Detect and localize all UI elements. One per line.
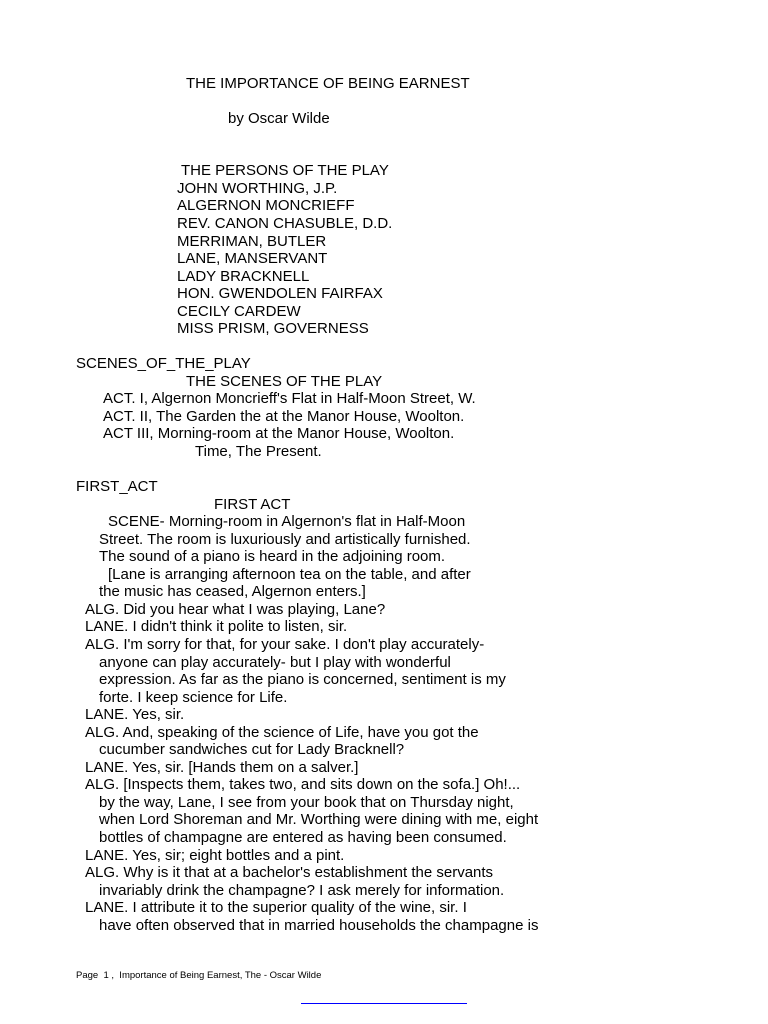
play-line: when Lord Shoreman and Mr. Worthing were dining with me, eight — [99, 811, 539, 828]
persons-item: MISS PRISM, GOVERNESS — [177, 320, 369, 337]
play-line: have often observed that in married households the champagne is — [99, 917, 539, 934]
persons-item: LADY BRACKNELL — [177, 268, 310, 285]
play-line: by the way, Lane, I see from your book that on Thursday night, — [99, 794, 514, 811]
scenes-heading: THE SCENES OF THE PLAY — [186, 373, 383, 390]
scene-act: ACT. II, The Garden the at the Manor House, Woolton. — [103, 408, 465, 425]
scene-act: ACT. I, Algernon Moncrieff's Flat in Half-Moon Street, W. — [103, 390, 476, 407]
play-line: the music has ceased, Algernon enters.] — [99, 583, 366, 600]
persons-item: JOHN WORTHING, J.P. — [177, 180, 338, 197]
play-line: ALG. Did you hear what I was playing, Lane? — [85, 601, 386, 618]
persons-item: ALGERNON MONCRIEFF — [177, 197, 355, 214]
page-footer: Page 1 , Importance of Being Earnest, The - Oscar Wilde — [76, 970, 322, 981]
play-line: LANE. Yes, sir. — [85, 706, 185, 723]
first-act-heading: FIRST ACT — [214, 496, 291, 513]
scenes-anchor: SCENES_OF_THE_PLAY — [76, 355, 251, 372]
play-line: ALG. [Inspects them, takes two, and sits down on the sofa.] Oh!... — [85, 776, 521, 793]
scene-act: ACT III, Morning-room at the Manor House, Woolton. — [103, 425, 455, 442]
author-byline: by Oscar Wilde — [228, 110, 330, 127]
persons-item: MERRIMAN, BUTLER — [177, 233, 327, 250]
play-line: LANE. Yes, sir. [Hands them on a salver.] — [85, 759, 359, 776]
play-line: forte. I keep science for Life. — [99, 689, 288, 706]
play-line: ALG. And, speaking of the science of Life, have you got the — [85, 724, 479, 741]
document-title: THE IMPORTANCE OF BEING EARNEST — [186, 75, 470, 92]
play-line: LANE. I didn't think it polite to listen, sir. — [85, 618, 348, 635]
play-line: Street. The room is luxuriously and artistically furnished. — [99, 531, 471, 548]
persons-item: CECILY CARDEW — [177, 303, 301, 320]
play-line: bottles of champagne are entered as having been consumed. — [99, 829, 507, 846]
persons-heading: THE PERSONS OF THE PLAY — [181, 162, 389, 179]
persons-item: REV. CANON CHASUBLE, D.D. — [177, 215, 393, 232]
play-line: LANE. Yes, sir; eight bottles and a pint. — [85, 847, 345, 864]
play-line: ALG. I'm sorry for that, for your sake. I don't play accurately- — [85, 636, 485, 653]
play-line: cucumber sandwiches cut for Lady Bracknell? — [99, 741, 405, 758]
persons-item: LANE, MANSERVANT — [177, 250, 328, 267]
persons-item: HON. GWENDOLEN FAIRFAX — [177, 285, 383, 302]
play-line: expression. As far as the piano is concerned, sentiment is my — [99, 671, 506, 688]
play-line: LANE. I attribute it to the superior quality of the wine, sir. I — [85, 899, 467, 916]
first-act-anchor: FIRST_ACT — [76, 478, 158, 495]
play-line: invariably drink the champagne? I ask merely for information. — [99, 882, 505, 899]
play-line: ALG. Why is it that at a bachelor's establishment the servants — [85, 864, 494, 881]
play-line: SCENE- Morning-room in Algernon's flat in Half-Moon — [108, 513, 466, 530]
scene-time: Time, The Present. — [195, 443, 322, 460]
footer-link-underline[interactable] — [301, 1003, 467, 1004]
play-line: anyone can play accurately- but I play with wonderful — [99, 654, 451, 671]
play-line: [Lane is arranging afternoon tea on the table, and after — [108, 566, 471, 583]
play-line: The sound of a piano is heard in the adjoining room. — [99, 548, 446, 565]
